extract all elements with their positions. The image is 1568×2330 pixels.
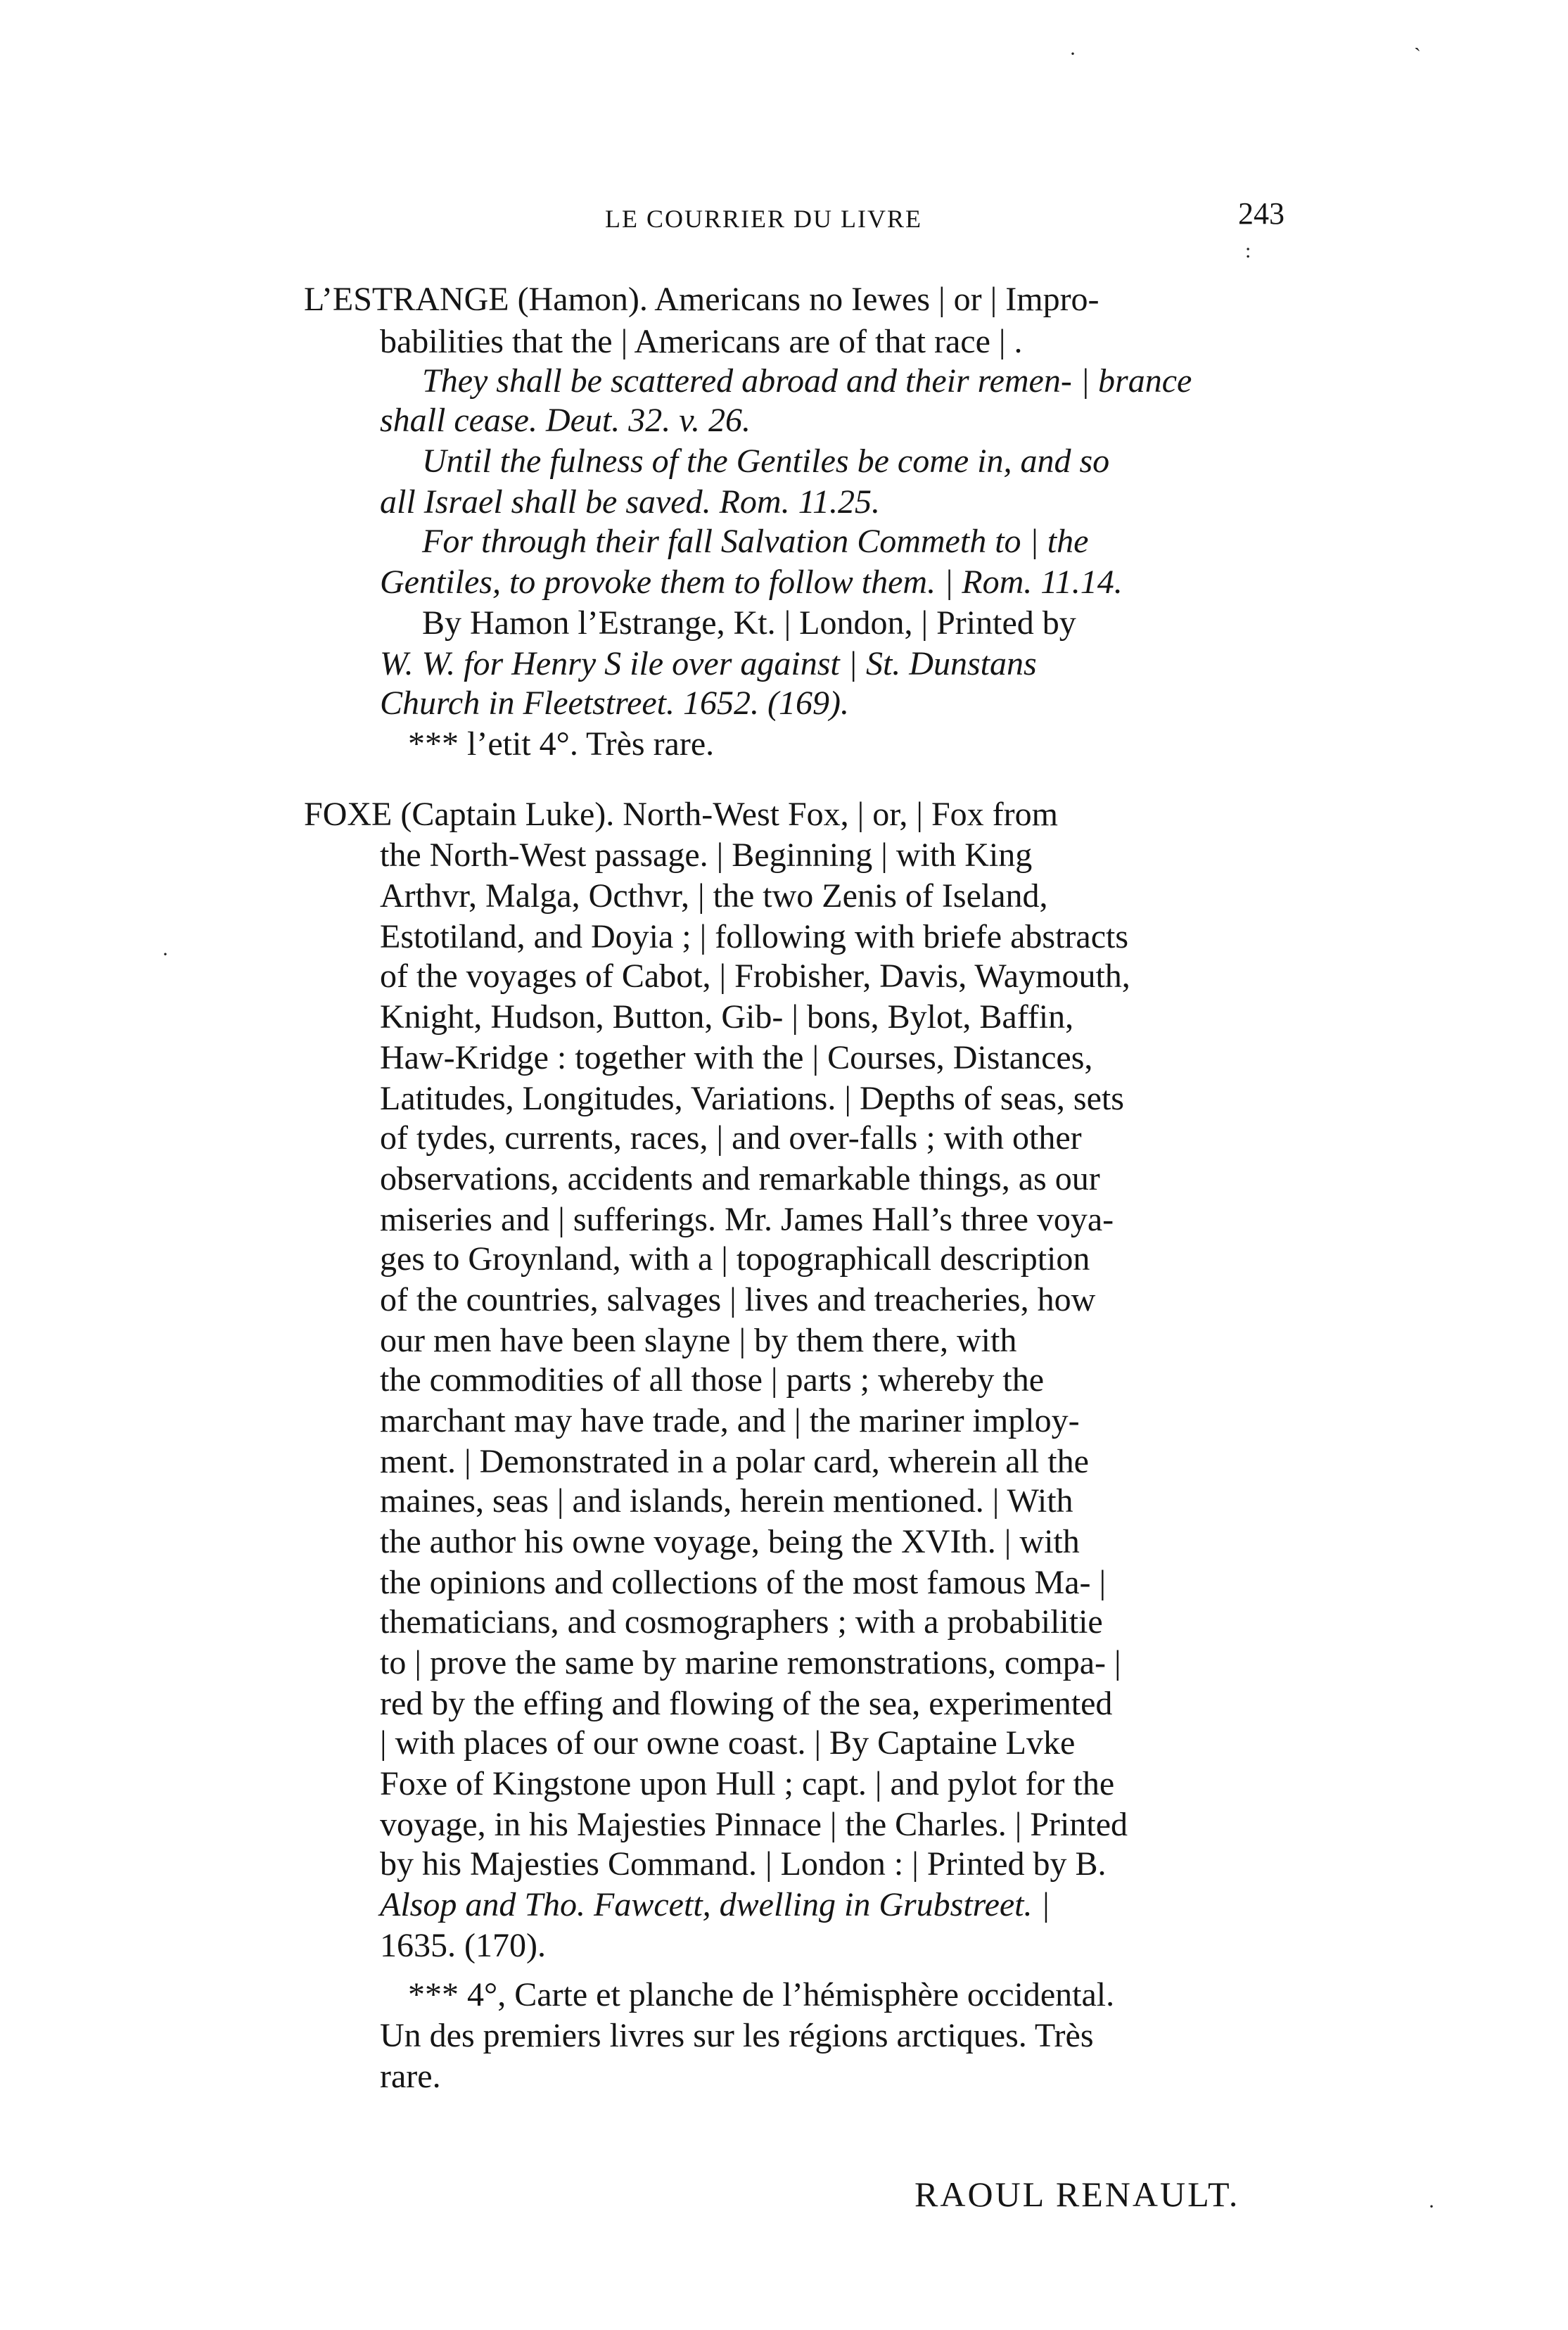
entry-line: rare. [380,2058,441,2095]
entry-line: all Israel shall be saved. Rom. 11.25. [380,483,881,521]
entry-line: L’ESTRANGE (Hamon). Americans no Iewes | or | Impro- [304,281,1099,318]
entry-line: of tydes, currents, races, | and over-falls ; with other [380,1119,1082,1157]
entry-line: *** 4°, Carte et planche de l’hémisphère occidental. [408,1976,1115,2013]
entry-line: of the voyages of Cabot, | Frobisher, Davis, Waymouth, [380,957,1130,995]
entry-line: the North-West passage. | Beginning | with King [380,836,1033,874]
entry-line: Until the fulness of the Gentiles be come in, and so [422,443,1110,480]
entry-line: Alsop and Tho. Fawcett, dwelling in Grubstreet. | [380,1886,1050,1923]
entry-line: ges to Groynland, with a | topographicall description [380,1240,1090,1278]
entry-line: marchant may have trade, and | the mariner imploy- [380,1402,1080,1439]
entry-line: Estotiland, and Doyia ; | following with briefe abstracts [380,918,1129,955]
entry-line: to | prove the same by marine remonstrations, compa- | [380,1644,1121,1681]
printing-speck: : [1245,239,1251,262]
entry-line: babilities that the | Americans are of that race | . [380,323,1023,360]
entry-line: Church in Fleetstreet. 1652. (169). [380,685,849,722]
entry-line: 1635. (170). [380,1927,546,1964]
entry-line: By Hamon l’Estrange, Kt. | London, | Printed by [422,604,1076,642]
entry-line: Knight, Hudson, Button, Gib- | bons, Bylot, Baffin, [380,998,1074,1036]
entry-line: Gentiles, to provoke them to follow them. | Rom. 11.14. [380,564,1123,601]
entry-line: W. W. for Henry S ile over against | St. Dunstans [380,645,1037,682]
page-number: 243 [1238,196,1285,231]
entry-line: Haw-Kridge : together with the | Courses, Distances, [380,1039,1093,1076]
entry-line: thematicians, and cosmographers ; with a probabilitie [380,1603,1103,1641]
entry-line: red by the effing and flowing of the sea, experimented [380,1685,1113,1722]
entry-line: shall cease. Deut. 32. v. 26. [380,402,751,439]
entry-line: Arthvr, Malga, Octhvr, | the two Zenis of Iseland, [380,877,1048,915]
printing-speck: · [1428,2195,1435,2218]
printing-speck: ˎ [1414,28,1421,51]
author-signature: RAOUL RENAULT. [914,2175,1240,2214]
entry-line: the author his owne voyage, being the XVIth. | with [380,1523,1080,1560]
entry-line: They shall be scattered abroad and their remen- | brance [422,362,1192,400]
printing-speck: · [1069,42,1076,65]
entry-line: Foxe of Kingstone upon Hull ; capt. | and pylot for the [380,1765,1115,1802]
entry-line: FOXE (Captain Luke). North-West Fox, | or, | Fox from [304,796,1058,833]
entry-line: | with places of our owne coast. | By Captaine Lvke [380,1724,1076,1762]
entry-line: ment. | Demonstrated in a polar card, wherein all the [380,1443,1089,1480]
entry-line: our men have been slayne | by them there, with [380,1322,1017,1359]
entry-line: voyage, in his Majesties Pinnace | the Charles. | Printed [380,1806,1128,1843]
printing-speck: · [162,943,169,966]
entry-line: of the countries, salvages | lives and treacheries, how [380,1281,1096,1318]
running-header: LE COURRIER DU LIVRE [605,205,922,233]
entry-line: by his Majesties Command. | London : | Printed by B. [380,1845,1107,1883]
entry-line: the opinions and collections of the most famous Ma- | [380,1564,1107,1601]
entry-line: the commodities of all those | parts ; whereby the [380,1361,1045,1399]
entry-line: Latitudes, Longitudes, Variations. | Depths of seas, sets [380,1080,1124,1117]
entry-line: miseries and | sufferings. Mr. James Hall’s three voya- [380,1201,1114,1238]
entry-line: For through their fall Salvation Commeth to | the [422,523,1089,560]
entry-line: *** l’etit 4°. Très rare. [408,725,715,763]
entry-line: maines, seas | and islands, herein mentioned. | With [380,1482,1073,1520]
entry-line: observations, accidents and remarkable things, as our [380,1160,1100,1197]
entry-line: Un des premiers livres sur les régions arctiques. Très [380,2017,1094,2054]
